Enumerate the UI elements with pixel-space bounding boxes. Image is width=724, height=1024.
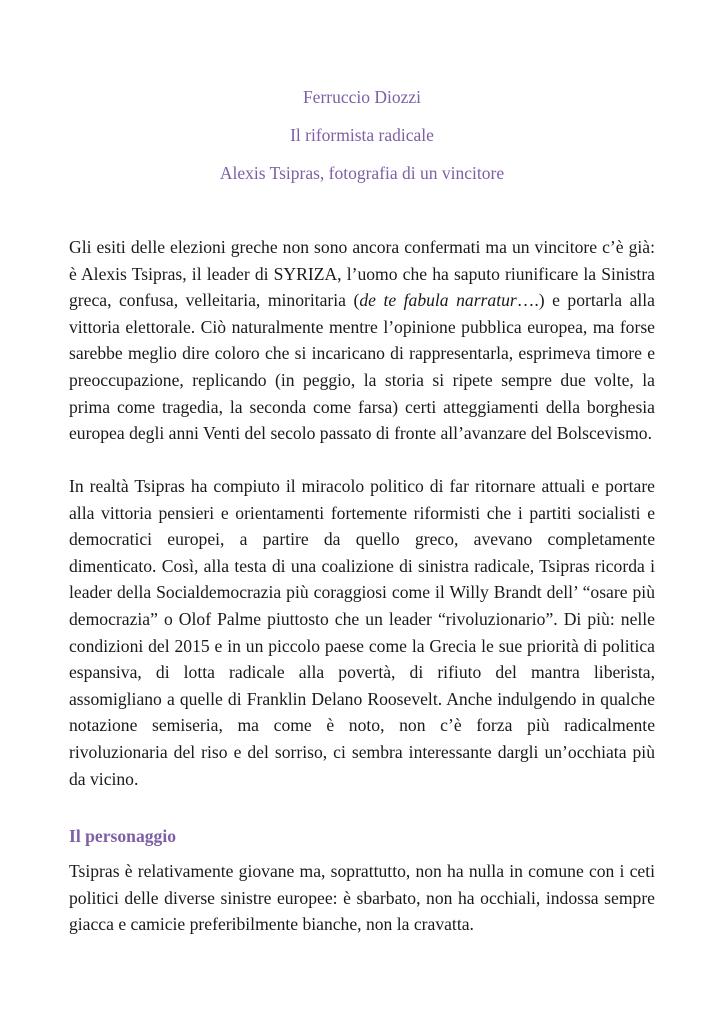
paragraph-intro-text [69, 234, 655, 447]
latin-quote: de te fabula narratur [359, 290, 517, 311]
document-title: Il riformista radicale [290, 125, 434, 145]
paragraph-intro-part-1: Gli esiti delle elezioni greche non sono ancora confermati ma un vincitore c’è già: è Alexis Tsipras, il leader di SYRIZA, l’uomo che ha saputo riunificare la Sinistra greca, confusa, velleitaria, minoritaria ( [69, 237, 655, 311]
document-subtitle: Alexis Tsipras, fotografia di un vincitore [219, 163, 505, 183]
paragraph-intro [69, 234, 655, 447]
author-name: Ferruccio Diozzi [302, 87, 422, 107]
paragraph-second [69, 473, 655, 792]
paragraph-second-text: In realtà Tsipras ha compiuto il miracolo politico di far ritornare attuali e portare alla vittoria pensieri e orientamenti fortemente riformisti che i partiti socialisti e democratici europei, a partire da quello greco, avevano completamente dimenticato. Così, alla testa di una coalizione di sinistra radicale, Tsipras ricorda i leader della Socialdemocrazia più coraggiosi come il Willy Brandt dell’ “osare più democrazia” o Olof Palme piuttosto che un leader “rivoluzionario”. Di più: nelle condizioni del 2015 e in un piccolo paese come la Grecia le sue priorità di politica espansiva, di lotta radicale alla povertà, di rifiuto del mantra liberista, assomigliano a quelle di Franklin Delano Roosevelt. Anche indulgendo in qualche notazione semiseria, ma come è noto, non c’è forza più radicalmente rivoluzionaria del riso e del sorriso, ci sembra interessante dargli un’occhiata più da vicino. [69, 476, 655, 789]
section-paragraph-text: Tsipras è relativamente giovane ma, soprattutto, non ha nulla in comune con i ceti politici delle diverse sinistre europee: è sbarbato, non ha occhiali, indossa sempre giacca e camicie preferibilmente bianche, non la cravatta. [69, 861, 655, 935]
section-paragraph [69, 858, 655, 938]
paragraph-intro-part-2: ….) e portarla alla vittoria elettorale. Ciò naturalmente mentre l’opinione pubblica europea, ma forse sarebbe meglio dire coloro che si incaricano di rappresentarla, esprimeva timore e preoccupazione, replicando (in peggio, la storia si ripete sempre due volte, la prima come tragedia, la seconda come farsa) certi atteggiamenti della borghesia europea degli anni Venti del secolo passato di fronte all’avanzare del Bolscevismo. [69, 290, 655, 444]
section-heading: Il personaggio [69, 826, 177, 846]
